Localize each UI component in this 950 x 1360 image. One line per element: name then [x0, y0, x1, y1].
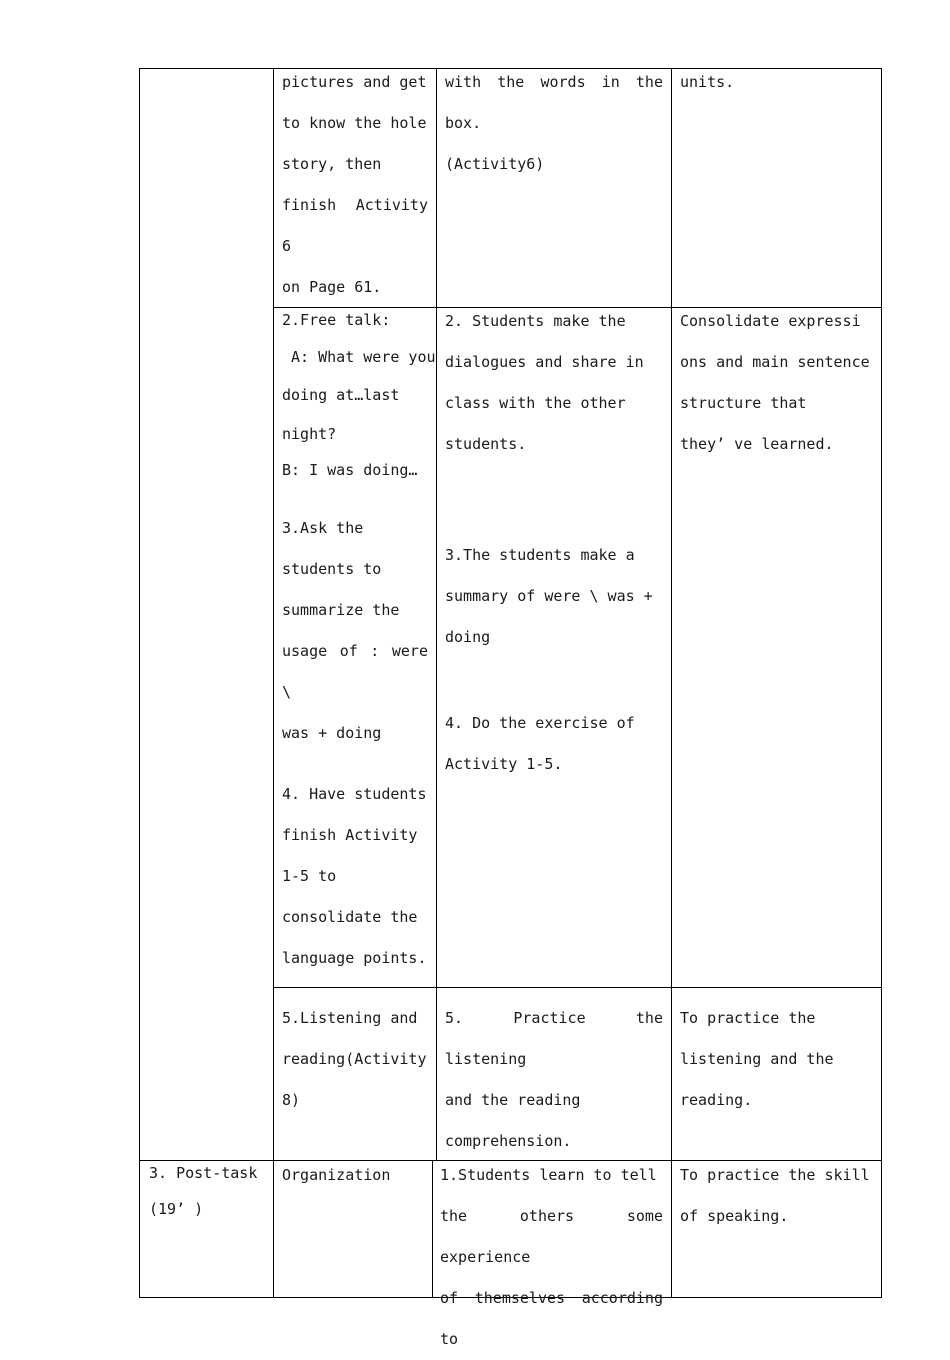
- cell-line: 3.The students make a: [445, 546, 635, 564]
- cell-line: consolidate the: [282, 908, 418, 926]
- cell-line: units.: [680, 73, 735, 91]
- cell-line: A: What were you: [282, 348, 436, 366]
- cell-line: To practice the: [680, 1009, 816, 1027]
- step-time: (19’ ): [149, 1200, 204, 1218]
- teacher-activity-cell: [282, 301, 436, 979]
- cell-line: ons and main sentence: [680, 353, 870, 371]
- cell-line: 4. Have students: [282, 785, 427, 803]
- cell-line: class with the other: [445, 394, 626, 412]
- cell-line: to know the hole: [282, 114, 427, 132]
- cell-line: they’ ve learned.: [680, 435, 834, 453]
- student-activity-cell: [445, 301, 663, 465]
- cell-line: students to: [282, 560, 382, 578]
- cell-line: 8): [282, 1091, 301, 1109]
- cell-line: on Page 61.: [282, 278, 382, 296]
- cell-line: 1.Students learn to tell: [440, 1166, 657, 1184]
- student-activity-cell: [445, 703, 663, 785]
- purpose-cell: [680, 62, 873, 103]
- cell-line: (Activity6): [445, 155, 545, 173]
- cell-line: 5. Practice the listening: [445, 1009, 663, 1068]
- cell-line: of themselves according to: [440, 1289, 663, 1348]
- purpose-cell: [680, 1155, 873, 1237]
- student-activity-cell: [445, 998, 663, 1162]
- cell-line: Organization: [282, 1166, 391, 1184]
- cell-line: pictures and get: [282, 73, 427, 91]
- table-left-border: [139, 68, 140, 1298]
- column-divider: [436, 68, 437, 1161]
- cell-line: B: I was doing…: [282, 461, 418, 479]
- cell-line: 2. Students make the: [445, 312, 626, 330]
- column-divider: [671, 68, 672, 1298]
- cell-line: Activity 1-5.: [445, 755, 563, 773]
- cell-line: To practice the skill: [680, 1166, 870, 1184]
- cell-line: 5.Listening and: [282, 1009, 418, 1027]
- cell-line: comprehension.: [445, 1132, 572, 1150]
- teacher-activity-cell: [282, 62, 428, 308]
- cell-line: finish Activity 6: [282, 196, 428, 255]
- step-title: 3. Post-task: [149, 1164, 258, 1182]
- cell-line: reading.: [680, 1091, 753, 1109]
- teacher-activity-cell: [282, 998, 428, 1121]
- cell-line: doing at…last: [282, 386, 400, 404]
- student-activity-cell: [445, 62, 663, 185]
- table-right-border: [881, 68, 882, 1298]
- teacher-activity-cell: [282, 1155, 428, 1196]
- cell-line: Consolidate expressi: [680, 312, 861, 330]
- row-divider: [273, 987, 882, 988]
- cell-line: doing: [445, 628, 491, 646]
- column-divider: [432, 1160, 433, 1298]
- purpose-cell: [680, 301, 873, 465]
- cell-line: students.: [445, 435, 527, 453]
- cell-line: dialogues and share in: [445, 353, 644, 371]
- cell-line: and the reading: [445, 1091, 581, 1109]
- cell-line: 3.Ask the: [282, 519, 364, 537]
- purpose-cell: [680, 998, 873, 1121]
- cell-line: summarize the: [282, 601, 400, 619]
- cell-line: finish Activity: [282, 826, 418, 844]
- cell-line: of speaking.: [680, 1207, 789, 1225]
- cell-line: story, then: [282, 155, 382, 173]
- student-activity-cell: [445, 535, 663, 658]
- cell-line: 2.Free talk:: [282, 311, 391, 329]
- cell-line: 1-5 to: [282, 867, 337, 885]
- cell-line: night?: [282, 425, 337, 443]
- cell-line: listening and the: [680, 1050, 834, 1068]
- step-cell: [149, 1155, 267, 1227]
- cell-line: usage of : were \: [282, 642, 428, 701]
- cell-line: the others some experience: [440, 1207, 663, 1266]
- cell-line: 4. Do the exercise of: [445, 714, 635, 732]
- cell-line: language points.: [282, 949, 427, 967]
- cell-line: with the words in the box.: [445, 73, 663, 132]
- cell-line: summary of were \ was +: [445, 587, 653, 605]
- student-activity-cell: [440, 1155, 663, 1360]
- cell-line: was + doing: [282, 724, 382, 742]
- column-divider: [273, 68, 274, 1298]
- cell-line: reading(Activity: [282, 1050, 427, 1068]
- cell-line: structure that: [680, 394, 807, 412]
